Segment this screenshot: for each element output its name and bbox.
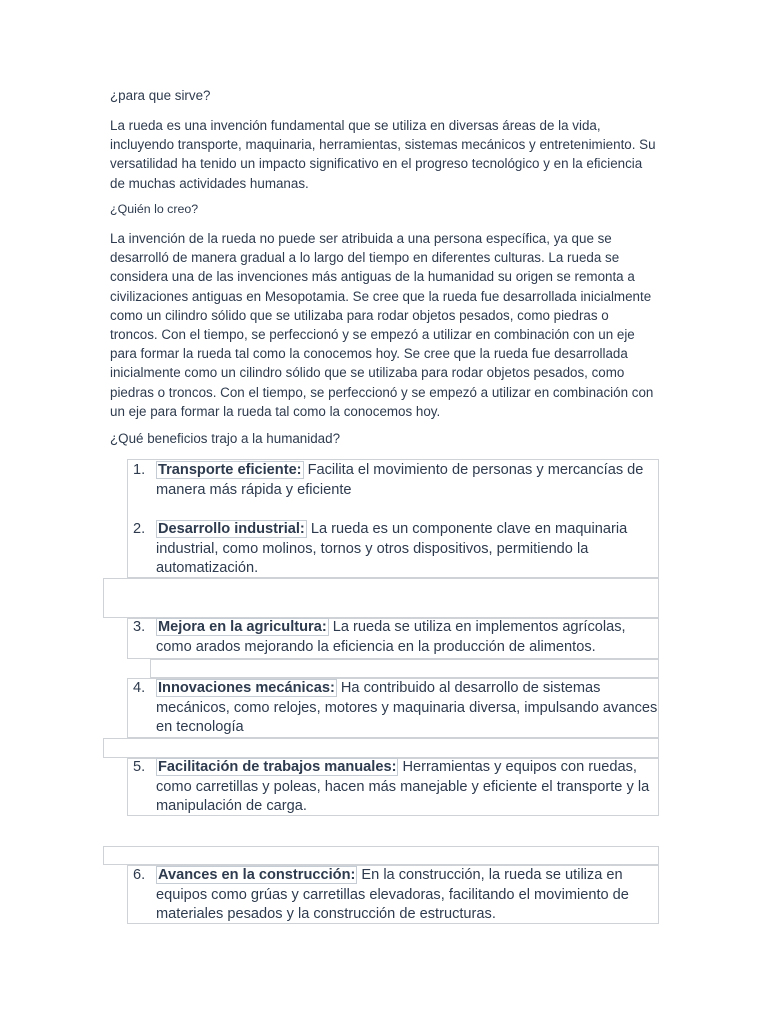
table-cell-border [103, 578, 659, 618]
benefit-term: Innovaciones mecánicas: [158, 680, 335, 696]
benefit-description: La rueda se utiliza en implementos agrícolas, como arados mejorando la eficiencia en la producción de alimentos. [156, 619, 626, 655]
benefit-description: Ha contribuido al desarrollo de sistemas mecánicos, como relojes, motores y maquinaria diversa, impulsando avances en tecnología [156, 680, 658, 736]
paragraph-creator: La invención de la rueda no puede ser atribuida a una persona específica, ya que se desarrolló de manera gradual a lo largo del tiempo en diferentes culturas. La rueda se considera una de las invenciones más antiguas de la humanidad su origen se remonta a civilizaciones antiguas en Mesopotamia. Se cree que la rueda fue desarrollada inicialmente como un cilindro sólido que se utilizaba para rodar objetos pesados, como piedras o troncos. Con el tiempo, se perfeccionó y se empezó a utilizar en combinación con un eje para formar la rueda tal como la conocemos hoy. Se cree que la rueda fue desarrollada inicialmente como un cilindro sólido que se utilizaba para rodar objetos pesados, como piedras o troncos. Con el tiempo, se perfeccionó y se empezó a utilizar en combinación con un eje para formar la rueda tal como la conocemos hoy. [110, 231, 654, 419]
benefit-term: Facilitación de trabajos manuales: [158, 759, 397, 775]
table-cell-border [103, 846, 659, 865]
table-cell-border [103, 738, 659, 758]
question-creator: ¿Quién lo creo? [110, 202, 199, 216]
benefit-term: Desarrollo industrial: [158, 521, 305, 537]
list-number: 1. [133, 462, 146, 478]
benefit-term: Mejora en la agricultura: [158, 619, 327, 635]
table-cell-border [150, 659, 659, 678]
paragraph-purpose: La rueda es una invención fundamental que se utiliza en diversas áreas de la vida, incluyendo transporte, maquinaria, herramientas, sistemas mecánicos y entretenimiento. Su versatilidad ha tenido un impacto significativo en el progreso tecnológico y en la eficiencia de muchas actividades humanas. [110, 118, 656, 191]
benefit-description: Herramientas y equipos con ruedas, como carretillas y poleas, hacen más manejable y eficiente el transporte y la manipulación de carga. [156, 759, 650, 815]
benefit-term: Avances en la construcción: [158, 867, 356, 883]
benefit-description: En la construcción, la rueda se utiliza en equipos como grúas y carretillas elevadoras, facilitando el movimiento de materiales pesados y la construcción de estructuras. [156, 867, 629, 923]
question-benefits: ¿Qué beneficios trajo a la humanidad? [110, 431, 341, 446]
list-number: 4. [133, 680, 146, 696]
benefit-description: Facilita el movimiento de personas y mercancías de manera más rápida y eficiente [156, 462, 644, 498]
benefit-term: Transporte eficiente: [158, 462, 302, 478]
list-number: 2. [133, 521, 146, 537]
list-number: 3. [133, 619, 146, 635]
question-purpose: ¿para que sirve? [110, 88, 211, 103]
list-number: 5. [133, 759, 146, 775]
benefit-description: La rueda es un componente clave en maquinaria industrial, como molinos, tornos y otros dispositivos, permitiendo la automatización. [156, 521, 628, 577]
list-number: 6. [133, 867, 146, 883]
